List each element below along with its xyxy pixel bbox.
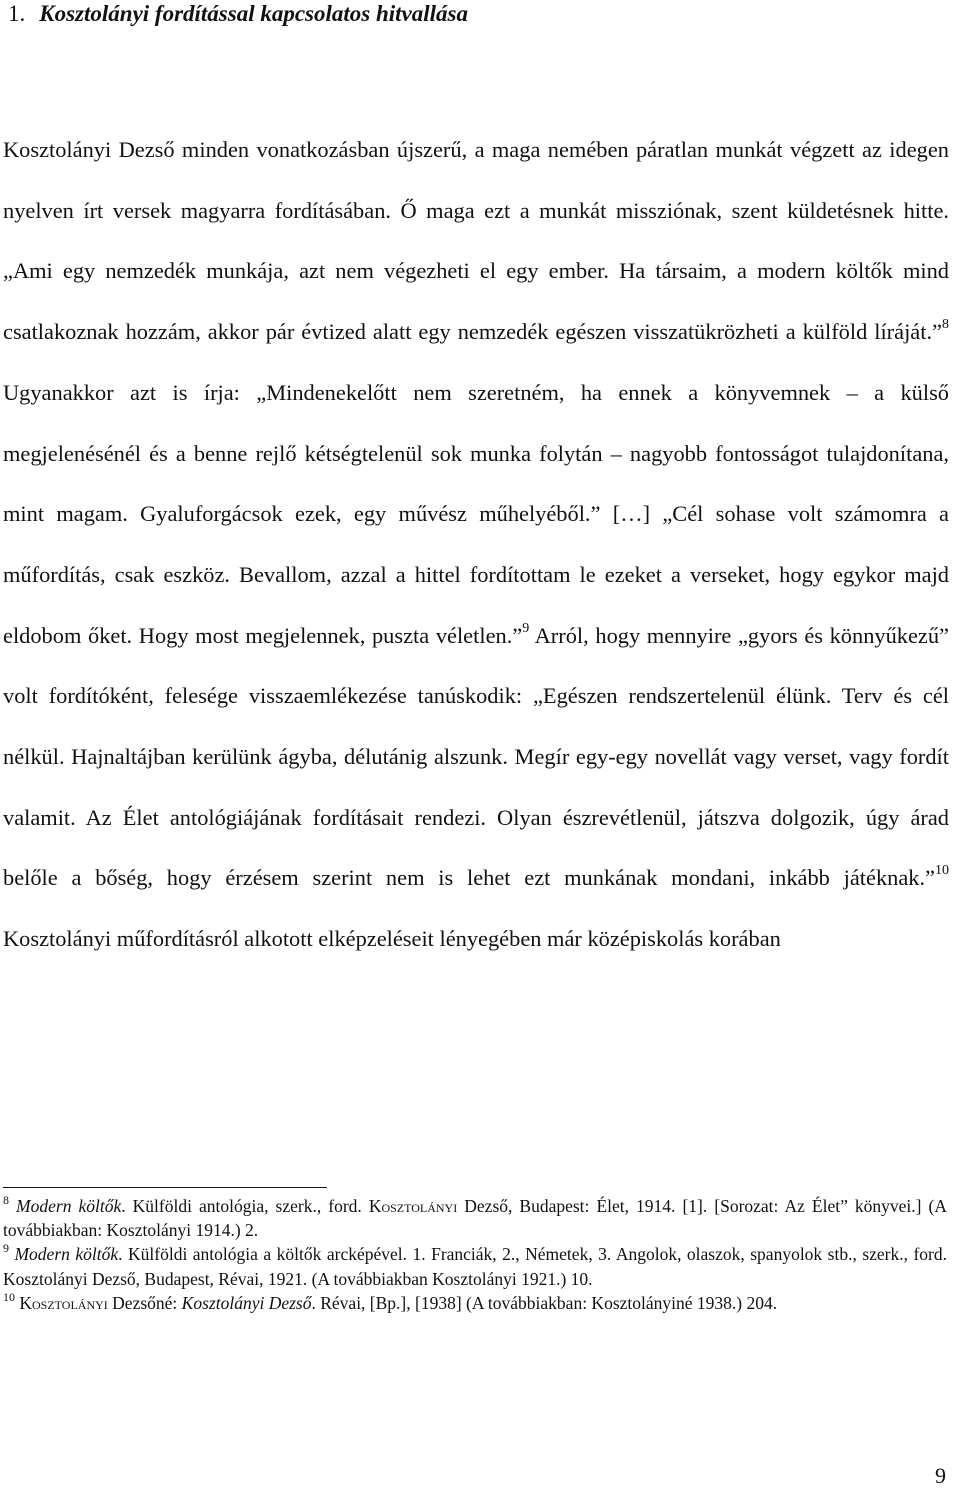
- footnote-text: Dezső, Budapest: Élet, 1914. [1]. [Sorozat: Az Élet” könyvei.] (A továbbiakban: Kosztolányi 1914.) 2.: [3, 1196, 947, 1241]
- footnote-book-title: Modern költők: [14, 1244, 119, 1265]
- section-title: Kosztolányi fordítással kapcsolatos hitvallása: [39, 1, 468, 26]
- section-number: 1.: [8, 1, 26, 26]
- footnote-author: Kosztolányi: [19, 1292, 108, 1313]
- body-text-part-2: Ugyanakkor azt is írja: „Mindenekelőtt nem szeretném, ha ennek a könyvemnek – a külső megjelenésénél és a benne rejlő kétségtelenül sok munka folytán – nagyobb fontosságot tulajdonítana, mint magam. Gyaluforgácsok ezek, egy művész műhelyéből.” […] „Cél sohase volt számomra a műfordítás, csak eszköz. Bevallom, azzal a hittel fordítottam le ezeket a verseket, hogy egykor majd eldobom őket. Hogy most megjelennek, puszta véletlen.”: [3, 379, 949, 648]
- footnote-text: . Külföldi antológia a költők arcképével. 1. Franciák, 2., Németek, 3. Angolok, olaszok, spanyolok stb., szerk., ford. Kosztolányi Dezső, Budapest, Révai, 1921. (A továbbiakban Kosztolányi 1921.) 10.: [3, 1244, 947, 1289]
- footnotes: [3, 1194, 947, 1315]
- footnote-mark: 8: [3, 1193, 9, 1207]
- body-text-part-3: Arról, hogy mennyire „gyors és könnyűkezű” volt fordítóként, felesége visszaemlékezése tanúskodik: „Egészen rendszertelenül élünk. Terv és cél nélkül. Hajnaltájban kerülünk ágyba, délutánig alszunk. Megír egy-egy novellát vagy verset, vagy fordít valamit. Az Élet antológiájának fordításait rendezi. Olyan észrevétlenül, játszva dolgozik, úgy árad belőle a bőség, hogy érzésem szerint nem is lehet ezt munkának mondani, inkább játéknak.”: [3, 622, 949, 891]
- footnote-mark: 10: [3, 1289, 15, 1304]
- section-heading: [8, 0, 468, 28]
- footnote-book-title: Kosztolányi Dezső: [181, 1292, 312, 1313]
- body-paragraph: [3, 120, 949, 970]
- footnote-text: Dezsőné:: [107, 1292, 182, 1313]
- footnote-ref-10[interactable]: 10: [935, 863, 949, 879]
- body-text-part-1: Kosztolányi Dezső minden vonatkozásban újszerű, a maga nemében páratlan munkát végzett az idegen nyelven írt versek magyarra fordításában. Ő maga ezt a munkát missziónak, szent küldetésnek hitte. „Ami egy nemzedék munkája, azt nem végezheti el egy ember. Ha társaim, a modern költők mind csatlakoznak hozzám, akkor pár évtized alatt egy nemzedék egészen visszatükrözheti a külföld líráját.”: [3, 137, 949, 345]
- footnote-book-title: Modern költők: [16, 1196, 122, 1216]
- footnote-8: [3, 1194, 947, 1242]
- footnote-text: . Külföldi antológia, szerk., ford.: [121, 1196, 369, 1216]
- footnote-ref-9[interactable]: 9: [522, 620, 530, 636]
- footnote-text: . Révai, [Bp.], [1938] (A továbbiakban: Kosztolányiné 1938.) 204.: [311, 1292, 778, 1313]
- footnote-mark: 9: [3, 1241, 9, 1256]
- footnote-author: Kosztolányi: [368, 1196, 458, 1216]
- page-number: 9: [935, 1463, 946, 1488]
- body-text-part-4: Kosztolányi műfordításról alkotott elképzeléseit lényegében már középiskolás korában: [3, 926, 781, 952]
- footnote-ref-8[interactable]: 8: [942, 317, 949, 333]
- footnote-10: [3, 1291, 947, 1315]
- footnote-9: [3, 1242, 947, 1290]
- footnote-separator: [3, 1187, 327, 1188]
